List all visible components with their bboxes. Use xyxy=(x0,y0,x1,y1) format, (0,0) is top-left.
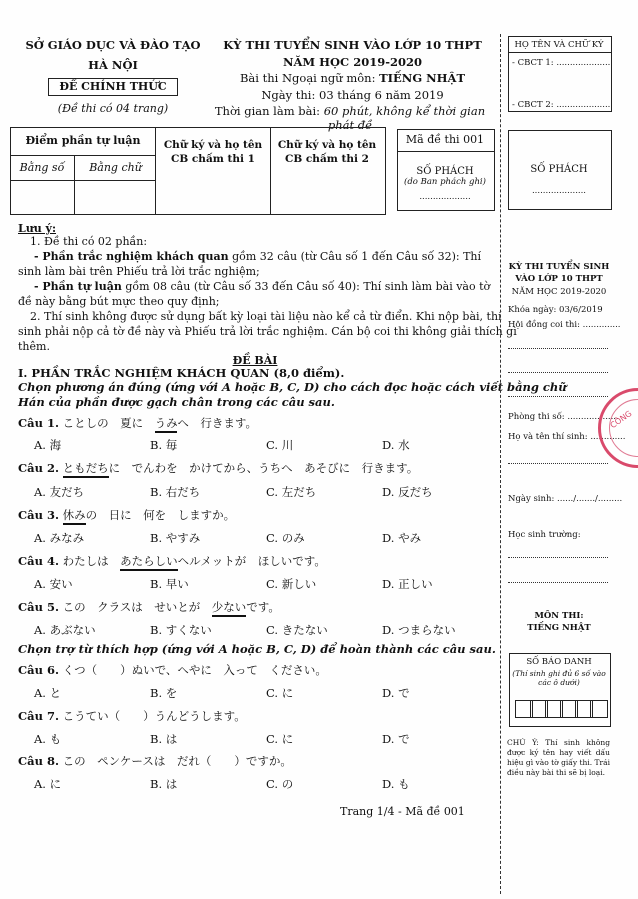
q2-option-c: C. 左だち xyxy=(266,485,317,499)
q1-option-c: C. 川 xyxy=(266,438,294,452)
instruction1b: Hán của phần được gạch chân trong các câu sau. xyxy=(18,395,335,409)
exam-date: Ngày thi: 03 tháng 6 năm 2019 xyxy=(261,88,444,102)
sidebar-phong: Phòng thi số: ................... xyxy=(508,412,619,422)
instruction2: Chọn trợ từ thích hợp (ứng với A hoặc B, C, D) để hoàn thành các câu sau. xyxy=(18,642,496,656)
q8-option-a: A. に xyxy=(34,777,62,791)
question-6 xyxy=(18,662,327,678)
question-2 xyxy=(18,460,418,476)
exam-title: KỲ THI TUYỂN SINH VÀO LỚP 10 THPT xyxy=(223,38,482,52)
q8-option-b: B. は xyxy=(150,777,178,791)
time-value: 60 phút, không kể thời gian phát đề xyxy=(323,104,486,132)
q6-label: Câu 6. xyxy=(18,663,59,677)
subject-name: TIẾNG NHẬT xyxy=(379,71,466,85)
q1-underlined: うみ xyxy=(155,416,178,433)
notes-part2-desc: gồm 08 câu (từ Câu số 33 đến Câu số 40): Thí sinh làm bài vào tờ xyxy=(121,280,491,293)
q4-text-post: ヘルメットが ほしいです。 xyxy=(177,554,326,568)
q4-option-d: D. 正しい xyxy=(382,577,433,591)
cbct2-line: - CBCT 2: .................... xyxy=(512,100,611,110)
question-4 xyxy=(18,553,326,569)
question-7 xyxy=(18,708,246,724)
phach-note: (do Ban phách ghi) xyxy=(404,177,486,187)
sidebar-ngaysinh: Ngày sinh: ....../......./......... xyxy=(508,494,623,504)
q8-label: Câu 8. xyxy=(18,754,59,768)
q1-text-pre: ことしの 夏に xyxy=(62,416,155,430)
instruction1a: Chọn phương án đúng (ứng với A hoặc B, C, D) cho cách đọc hoặc cách viết bằng chữ xyxy=(18,380,567,394)
sidebar-mon2: TIẾNG NHẬT xyxy=(527,623,591,633)
notes-part1-desc: gồm 32 câu (từ Câu số 1 đến Câu số 32): Thí xyxy=(228,250,482,263)
notes-line4 xyxy=(34,279,504,294)
sbd-cell[interactable] xyxy=(590,700,608,718)
q7-option-d: D. で xyxy=(382,732,410,746)
seal-text: CÔNG xyxy=(608,408,634,431)
grader1-header: Chữ ký và họ tên CB chấm thi 1 xyxy=(163,139,263,165)
score-header: Điểm phần tự luận xyxy=(25,134,141,147)
sidebar-exam1: KỲ THI TUYỂN SINH xyxy=(508,262,610,272)
sidebar-exam2: VÀO LỚP 10 THPT xyxy=(515,274,603,284)
q5-option-a: A. あぶない xyxy=(34,623,96,637)
dept-name: SỞ GIÁO DỤC VÀ ĐÀO TẠO xyxy=(25,38,201,52)
q5-underlined: 少ない xyxy=(212,600,247,617)
score-by-number: Bằng số xyxy=(19,161,65,174)
q6-option-c: C. に xyxy=(266,686,294,700)
sidebar-exam3: NĂM HỌC 2019-2020 xyxy=(511,287,607,297)
q5-option-d: D. つまらない xyxy=(382,623,456,637)
q2-label: Câu 2. xyxy=(18,461,59,475)
q3-underlined: 休み xyxy=(63,508,86,525)
q6-option-a: A. と xyxy=(34,686,62,700)
q1-option-d: D. 水 xyxy=(382,438,410,452)
q3-option-a: A. みなみ xyxy=(34,531,85,545)
question-1 xyxy=(18,415,257,431)
q5-text-post: です。 xyxy=(246,600,280,614)
time-prefix: Thời gian làm bài: xyxy=(214,104,321,118)
q3-option-b: B. やすみ xyxy=(150,531,201,545)
page-footer: Trang 1/4 - Mã đề 001 xyxy=(340,805,465,818)
q4-text-pre: わたしは xyxy=(62,554,121,568)
q2-option-a: A. 友だち xyxy=(34,485,85,499)
city-name: HÀ NỘI xyxy=(88,58,138,72)
q4-option-c: C. 新しい xyxy=(266,577,317,591)
q7-text: こうてい（ ）うんどうします。 xyxy=(62,709,246,723)
official-badge: ĐỀ CHÍNH THỨC xyxy=(48,78,178,96)
notes-line6: 2. Thí sinh không được sử dụng bất kỳ loại tài liệu nào kể cả từ điển. Khi nộp bài, thí xyxy=(30,310,502,323)
q7-option-b: B. は xyxy=(150,732,178,746)
q6-option-b: B. を xyxy=(150,686,178,700)
exam-code: Mã đề thi 001 xyxy=(405,133,485,146)
notes-line2 xyxy=(34,249,494,264)
notes-part2-label: - Phần tự luận xyxy=(34,280,122,293)
q5-option-b: B. すくない xyxy=(150,623,212,637)
q7-label: Câu 7. xyxy=(18,709,59,723)
notes-title: Lưu ý: xyxy=(18,222,57,235)
q3-option-c: C. のみ xyxy=(266,531,305,545)
proctor-title: HỌ TÊN VÀ CHỮ KÝ xyxy=(514,40,604,50)
q1-label: Câu 1. xyxy=(18,416,59,430)
q8-text: この ペンケースは だれ（ ）ですか。 xyxy=(62,754,292,768)
cbct1-line: - CBCT 1: .................... xyxy=(512,58,611,68)
notes-line1: 1. Đề thi có 02 phần: xyxy=(30,235,148,248)
pages-note: (Đề thi có 04 trang) xyxy=(57,102,169,115)
sidebar-phach-dots: .................... xyxy=(531,186,587,196)
grader2-header: Chữ ký và họ tên CB chấm thi 2 xyxy=(277,139,377,165)
q1-text-post: へ 行きます。 xyxy=(177,416,258,430)
q4-option-a: A. 安い xyxy=(34,577,73,591)
q6-text: くつ（ ）ぬいで、へやに 入って ください。 xyxy=(62,663,327,677)
sidebar-phach-label: SỐ PHÁCH xyxy=(530,164,588,175)
notes-line3: sinh làm bài trên Phiếu trả lời trắc nghiệm; xyxy=(18,265,260,278)
q4-underlined: あたらしい xyxy=(120,554,178,571)
q6-option-d: D. で xyxy=(382,686,410,700)
q4-label: Câu 4. xyxy=(18,554,59,568)
q1-option-b: B. 毎 xyxy=(150,438,178,452)
q2-option-b: B. 右だち xyxy=(150,485,201,499)
q3-text-post: の 日に 何を しますか。 xyxy=(85,508,236,522)
phach-dots: ................... xyxy=(419,192,471,202)
q2-text-post: に でんわを かけてから、うちへ あそびに 行きます。 xyxy=(108,461,419,475)
sidebar-truong: Học sinh trường: xyxy=(508,530,581,540)
sidebar-khoa: Khóa ngày: 03/6/2019 xyxy=(508,305,603,315)
q8-option-c: C. の xyxy=(266,777,294,791)
q8-option-d: D. も xyxy=(382,777,410,791)
q3-label: Câu 3. xyxy=(18,508,59,522)
q3-option-d: D. やみ xyxy=(382,531,422,545)
q5-option-c: C. きたない xyxy=(266,623,328,637)
q5-text-pre: この クラスは せいとが xyxy=(62,600,212,614)
q7-option-c: C. に xyxy=(266,732,294,746)
de-bai-title: ĐỀ BÀI xyxy=(232,354,278,367)
official-seal-icon xyxy=(598,388,638,468)
sidebar-mon1: MÔN THI: xyxy=(534,611,584,621)
question-5 xyxy=(18,599,280,615)
sbd-note: (Thí sinh ghi đủ 6 số vào các ô dưới) xyxy=(512,669,606,687)
q7-option-a: A. も xyxy=(34,732,62,746)
school-year: NĂM HỌC 2019-2020 xyxy=(283,55,422,69)
question-8 xyxy=(18,753,292,769)
notes-line8: thêm. xyxy=(18,340,50,353)
sbd-cells xyxy=(515,700,611,718)
q2-option-d: D. 反だち xyxy=(382,485,433,499)
subject-prefix: Bài thi Ngoại ngữ môn: xyxy=(239,71,376,85)
part1-title: I. PHẦN TRẮC NGHIỆM KHÁCH QUAN (8,0 điểm). xyxy=(18,366,345,380)
sidebar-hoidong: Hội đồng coi thi: .............. xyxy=(508,320,621,330)
notes-line7: sinh phải nộp cả tờ đề này và Phiếu trả lời trắc nghiệm. Cán bộ coi thi không giải thích gì xyxy=(18,325,517,338)
q4-option-b: B. 早い xyxy=(150,577,189,591)
phach-label: SỐ PHÁCH xyxy=(416,166,474,177)
question-3 xyxy=(18,507,235,523)
sbd-label: SỐ BÁO DANH xyxy=(526,657,592,667)
sidebar-cut-line xyxy=(500,34,501,894)
subject-line xyxy=(210,71,495,85)
sidebar-warning: CHÚ Ý: Thí sinh không được ký tên hay viết dấu hiệu gì vào tờ giấy thi. Trái điều này bài thi sẽ bị loại. xyxy=(507,738,610,777)
q1-option-a: A. 海 xyxy=(34,438,62,452)
sidebar-hoten: Họ và tên thí sinh: ............. xyxy=(508,432,626,442)
notes-part1-label: - Phần trắc nghiệm khách quan xyxy=(34,250,229,263)
score-by-words: Bằng chữ xyxy=(89,161,142,174)
notes-line5: đề này bằng bút mực theo quy định; xyxy=(18,295,220,308)
q2-underlined: ともだち xyxy=(63,461,109,478)
q5-label: Câu 5. xyxy=(18,600,59,614)
